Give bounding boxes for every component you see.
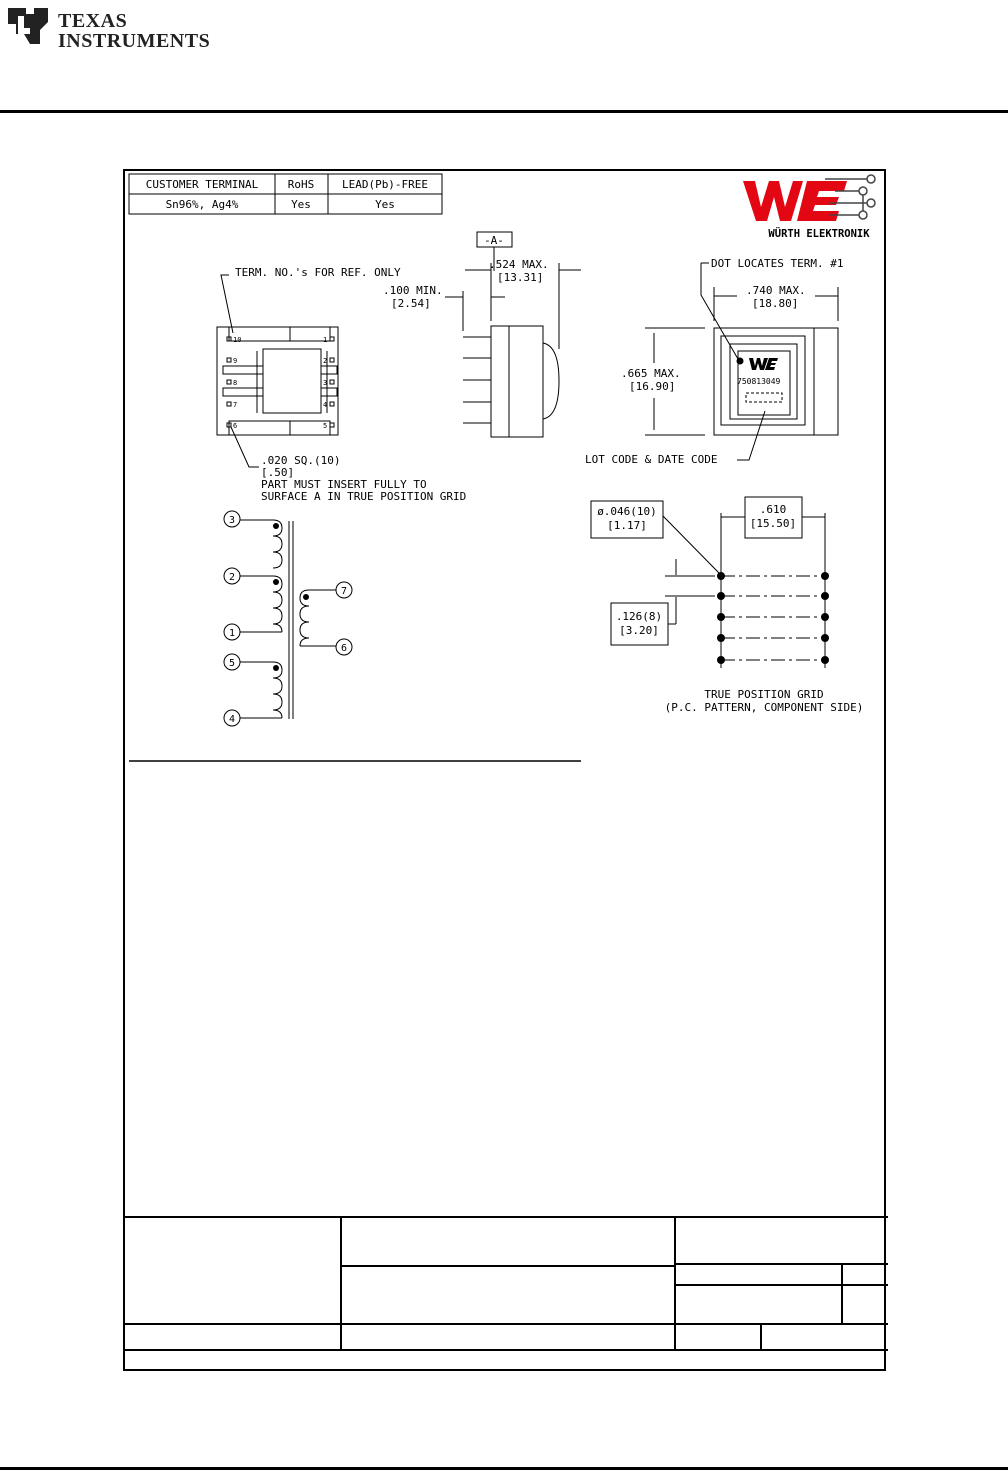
- note-insert-1: PART MUST INSERT FULLY TO: [261, 478, 427, 491]
- dim-depth: .665 MAX.: [621, 367, 681, 380]
- company-line-2: INSTRUMENTS: [58, 30, 211, 52]
- pcb-hole: [717, 592, 725, 600]
- spec-value-terminal: Sn96%, Ag4%: [165, 198, 239, 211]
- header-rule: [0, 110, 1008, 113]
- dim-pin-len: .100 MIN.: [383, 284, 443, 297]
- footer-rule: [0, 1467, 1008, 1470]
- dim-height-mm: [13.31]: [497, 271, 544, 284]
- pin-label-8: 8: [233, 379, 238, 387]
- pcb-hole-dia: ø.046(10): [597, 505, 657, 518]
- pcb-pitch-mm: [3.20]: [619, 624, 659, 637]
- pin-label-1: 1: [323, 336, 328, 344]
- polarity-dot: [273, 579, 279, 585]
- polarity-dot: [273, 523, 279, 529]
- schem-pin-2: 2: [228, 572, 236, 583]
- spec-header-leadfree: LEAD(Pb)-FREE: [341, 178, 429, 191]
- pcb-caption-2: (P.C. PATTERN, COMPONENT SIDE): [664, 701, 864, 714]
- pcb-hole: [717, 572, 725, 580]
- pin-label-10: 10: [233, 336, 242, 344]
- dot-note: DOT LOCATES TERM. #1: [711, 257, 844, 270]
- dim-depth-mm: [16.90]: [629, 380, 676, 393]
- dim-width-mm: [18.80]: [752, 297, 799, 310]
- pcb-pitch: .126(8): [615, 610, 663, 623]
- wurth-logo: [743, 175, 875, 240]
- dim-width: .740 MAX.: [746, 284, 806, 297]
- pcb-hole: [821, 613, 829, 621]
- part-logo-icon: [749, 358, 778, 370]
- part-number: 750813049: [737, 377, 781, 386]
- schem-pin-7: 7: [340, 586, 348, 597]
- pin-label-7: 7: [233, 401, 238, 409]
- schem-pin-6: 6: [340, 643, 348, 654]
- lot-note: LOT CODE & DATE CODE: [585, 453, 718, 466]
- we-logo-icon: [743, 181, 803, 221]
- pcb-caption-1: TRUE POSITION GRID: [704, 688, 824, 701]
- pin-label-4: 4: [323, 401, 328, 409]
- pcb-hole: [821, 572, 829, 580]
- spec-value-rohs: Yes: [291, 198, 311, 211]
- pcb-hole: [717, 613, 725, 621]
- spec-header-terminal: CUSTOMER TERMINAL: [145, 178, 259, 191]
- brand-name: WÜRTH ELEKTRONIK: [768, 228, 870, 240]
- note-terms: TERM. NO.'s FOR REF. ONLY: [235, 266, 401, 279]
- polarity-dot: [273, 665, 279, 671]
- pin-label-3: 3: [323, 379, 328, 387]
- schem-pin-1: 1: [228, 628, 236, 639]
- spec-header-rohs: RoHS: [287, 178, 315, 191]
- pcb-row-spacing: .610: [759, 503, 787, 516]
- dim-pin-len-mm: [2.54]: [391, 297, 431, 310]
- schem-pin-4: 4: [228, 714, 236, 725]
- term1-dot: [737, 358, 744, 365]
- schematic: [224, 511, 352, 726]
- note-pin-size-mm: [.50]: [261, 466, 295, 479]
- drawing-svg: [125, 171, 888, 1373]
- pcb-hole: [821, 656, 829, 664]
- note-insert-2: SURFACE A IN TRUE POSITION GRID: [261, 490, 467, 503]
- spec-value-leadfree: Yes: [375, 198, 395, 211]
- schem-pin-3: 3: [228, 515, 236, 526]
- pin-label-2: 2: [323, 357, 328, 365]
- pcb-hole: [821, 592, 829, 600]
- bottom-view: [217, 275, 341, 467]
- pcb-row-spacing-mm: [15.50]: [749, 517, 797, 530]
- pin-label-5: 5: [323, 422, 328, 430]
- drawing-frame: [123, 169, 886, 1371]
- company-line-1: TEXAS: [58, 10, 128, 32]
- pcb-hole: [717, 656, 725, 664]
- pcb-hole: [821, 634, 829, 642]
- pcb-hole: [717, 634, 725, 642]
- note-pin-size: .020 SQ.(10): [261, 454, 341, 467]
- pin-label-6: 6: [233, 422, 238, 430]
- pin-label-9: 9: [233, 357, 238, 365]
- title-block: [125, 1217, 888, 1350]
- pcb-hole-dia-mm: [1.17]: [607, 519, 647, 532]
- schem-pin-5: 5: [228, 658, 236, 669]
- ti-logo-icon: [4, 4, 54, 48]
- datum-a: -A-: [484, 234, 504, 247]
- dim-height: .524 MAX.: [489, 258, 549, 271]
- ti-logo: [4, 4, 211, 52]
- polarity-dot: [303, 594, 309, 600]
